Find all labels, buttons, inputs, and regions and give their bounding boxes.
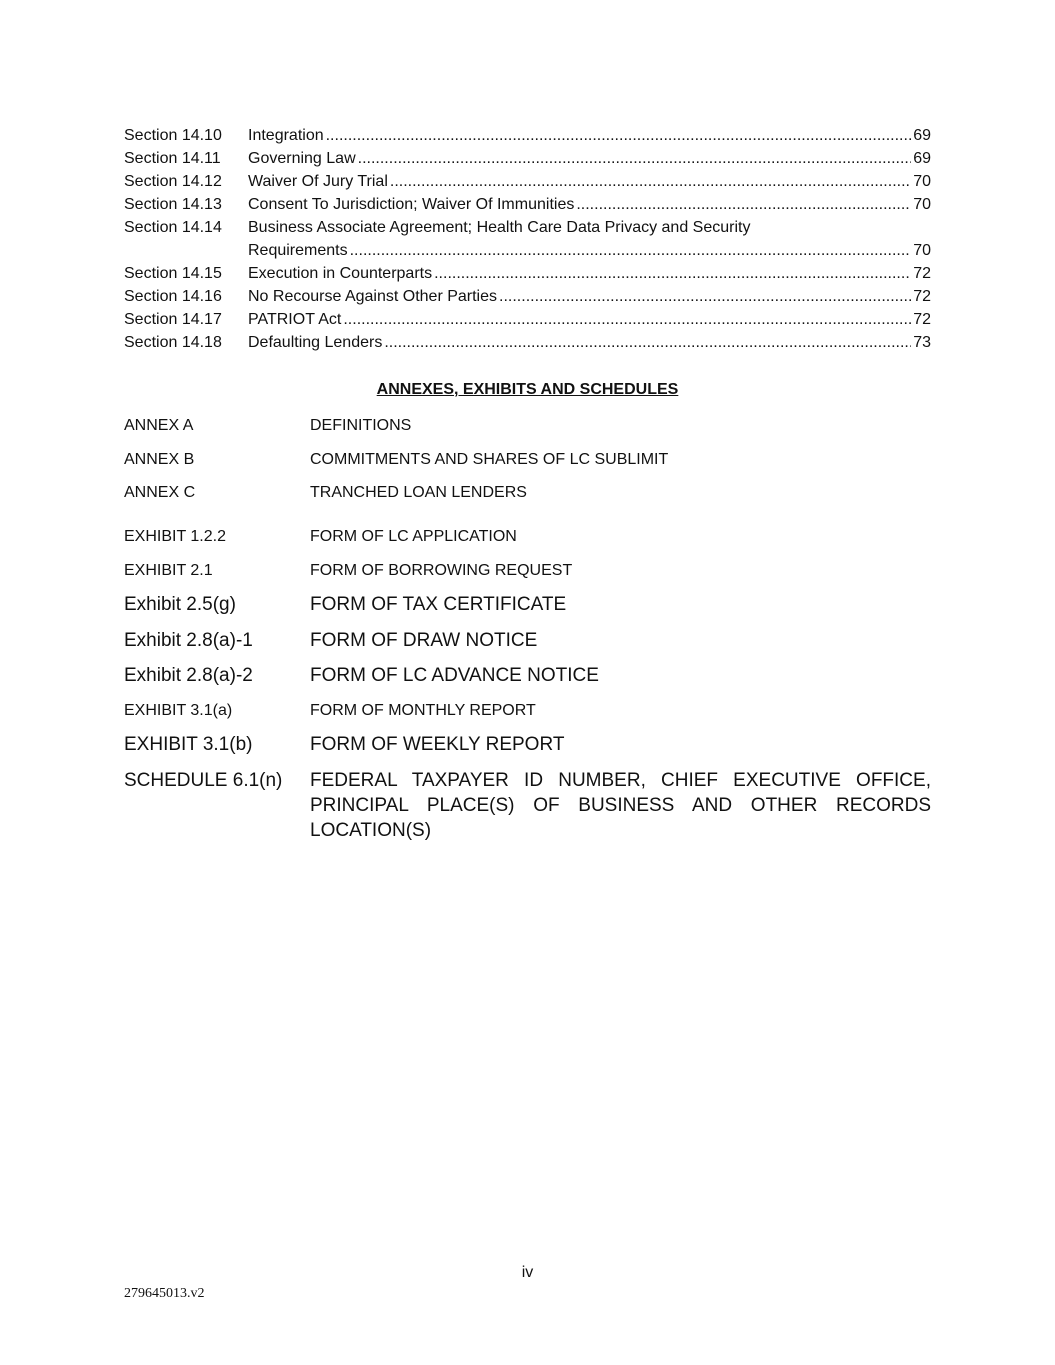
exhibit-description: FORM OF WEEKLY REPORT <box>310 734 565 755</box>
toc-section-title: Execution in Counterparts <box>248 265 433 282</box>
schedule-item <box>124 768 931 843</box>
toc-section-title: Governing Law <box>248 150 356 167</box>
toc-entry[interactable] <box>124 193 931 216</box>
toc-section-number: Section 14.11 <box>124 150 221 167</box>
exhibit-label: EXHIBIT 1.2.2 <box>124 528 226 545</box>
toc-page-number: 72 <box>913 265 931 282</box>
toc-page-number: 72 <box>913 311 931 328</box>
toc-page-number: 69 <box>913 150 931 167</box>
toc-section-number: Section 14.15 <box>124 265 222 282</box>
annex-description: DEFINITIONS <box>310 417 412 434</box>
schedule-description: FEDERAL TAXPAYER ID NUMBER, CHIEF EXECUTIVE OFFICE, PRINCIPAL PLACE(S) OF BUSINESS AND OTHER RECORDS LOCATION(S) <box>310 770 931 841</box>
toc-entry[interactable] <box>124 331 931 354</box>
exhibit-label: Exhibit 2.8(a)-1 <box>124 630 253 651</box>
toc-section-title: Integration <box>248 127 324 144</box>
annex-label: ANNEX C <box>124 484 196 501</box>
annex-item <box>124 449 931 471</box>
toc-page-number: 70 <box>913 242 931 259</box>
dot-leader <box>576 193 911 216</box>
exhibit-label: EXHIBIT 3.1(b) <box>124 734 253 755</box>
toc-page-number: 70 <box>913 196 931 213</box>
toc-section-number: Section 14.12 <box>124 173 222 190</box>
exhibit-description: FORM OF BORROWING REQUEST <box>310 562 573 579</box>
toc-entry[interactable] <box>124 147 931 170</box>
toc-section-number: Section 14.13 <box>124 196 222 213</box>
toc-section-title: PATRIOT Act <box>248 311 342 328</box>
exhibit-description: FORM OF MONTHLY REPORT <box>310 702 536 719</box>
dot-leader <box>350 239 912 262</box>
page-number: iv <box>521 1264 534 1281</box>
exhibit-description: FORM OF TAX CERTIFICATE <box>310 594 567 615</box>
exhibit-item <box>124 592 931 617</box>
toc-section-number: Section 14.14 <box>124 219 222 236</box>
annexes-heading: ANNEXES, EXHIBITS AND SCHEDULES <box>376 381 679 398</box>
toc-page-number: 69 <box>913 127 931 144</box>
toc-section-number: Section 14.17 <box>124 311 222 328</box>
toc-page-number: 73 <box>913 334 931 351</box>
annex-label: ANNEX A <box>124 417 194 434</box>
toc-entry[interactable] <box>124 262 931 285</box>
annex-item <box>124 482 931 504</box>
toc-entry[interactable] <box>124 124 931 147</box>
annex-description: COMMITMENTS AND SHARES OF LC SUBLIMIT <box>310 451 669 468</box>
exhibit-item <box>124 628 931 653</box>
toc-section-number: Section 14.18 <box>124 334 222 351</box>
annex-description: TRANCHED LOAN LENDERS <box>310 484 527 501</box>
exhibit-description: FORM OF LC APPLICATION <box>310 528 517 545</box>
toc-page-number: 70 <box>913 173 931 190</box>
exhibit-item <box>124 663 931 688</box>
toc-section-title-continued: Requirements <box>248 242 348 259</box>
toc-entry[interactable] <box>124 285 931 308</box>
toc-section-title: Business Associate Agreement; Health Care Data Privacy and Security <box>248 219 751 236</box>
exhibit-item <box>124 560 931 582</box>
exhibit-label: Exhibit 2.8(a)-2 <box>124 665 253 686</box>
toc-section-number: Section 14.16 <box>124 288 222 305</box>
dot-leader <box>499 285 911 308</box>
exhibit-label: EXHIBIT 3.1(a) <box>124 702 233 719</box>
dot-leader <box>326 124 912 147</box>
exhibit-item <box>124 732 931 757</box>
exhibit-item <box>124 700 931 722</box>
toc-section-number: Section 14.10 <box>124 127 222 144</box>
toc-section-title: Waiver Of Jury Trial <box>248 173 388 190</box>
exhibit-label: Exhibit 2.5(g) <box>124 594 236 615</box>
dot-leader <box>343 308 911 331</box>
toc-page-number: 72 <box>913 288 931 305</box>
document-id: 279645013.v2 <box>124 1286 205 1301</box>
exhibit-item <box>124 526 931 548</box>
toc-section-title: Defaulting Lenders <box>248 334 383 351</box>
exhibit-description: FORM OF DRAW NOTICE <box>310 630 538 651</box>
schedule-label: SCHEDULE 6.1(n) <box>124 770 283 791</box>
toc-entry[interactable] <box>124 170 931 193</box>
annex-label: ANNEX B <box>124 451 195 468</box>
toc-entry[interactable] <box>124 308 931 331</box>
toc-section-title: No Recourse Against Other Parties <box>248 288 498 305</box>
dot-leader <box>434 262 911 285</box>
toc-section-title: Consent To Jurisdiction; Waiver Of Immunities <box>248 196 575 213</box>
annex-item <box>124 415 931 437</box>
dot-leader <box>390 170 911 193</box>
dot-leader <box>384 331 911 354</box>
table-of-contents <box>124 124 931 354</box>
exhibit-label: EXHIBIT 2.1 <box>124 562 213 579</box>
dot-leader <box>358 147 912 170</box>
toc-entry[interactable] <box>124 216 931 262</box>
exhibit-description: FORM OF LC ADVANCE NOTICE <box>310 665 599 686</box>
